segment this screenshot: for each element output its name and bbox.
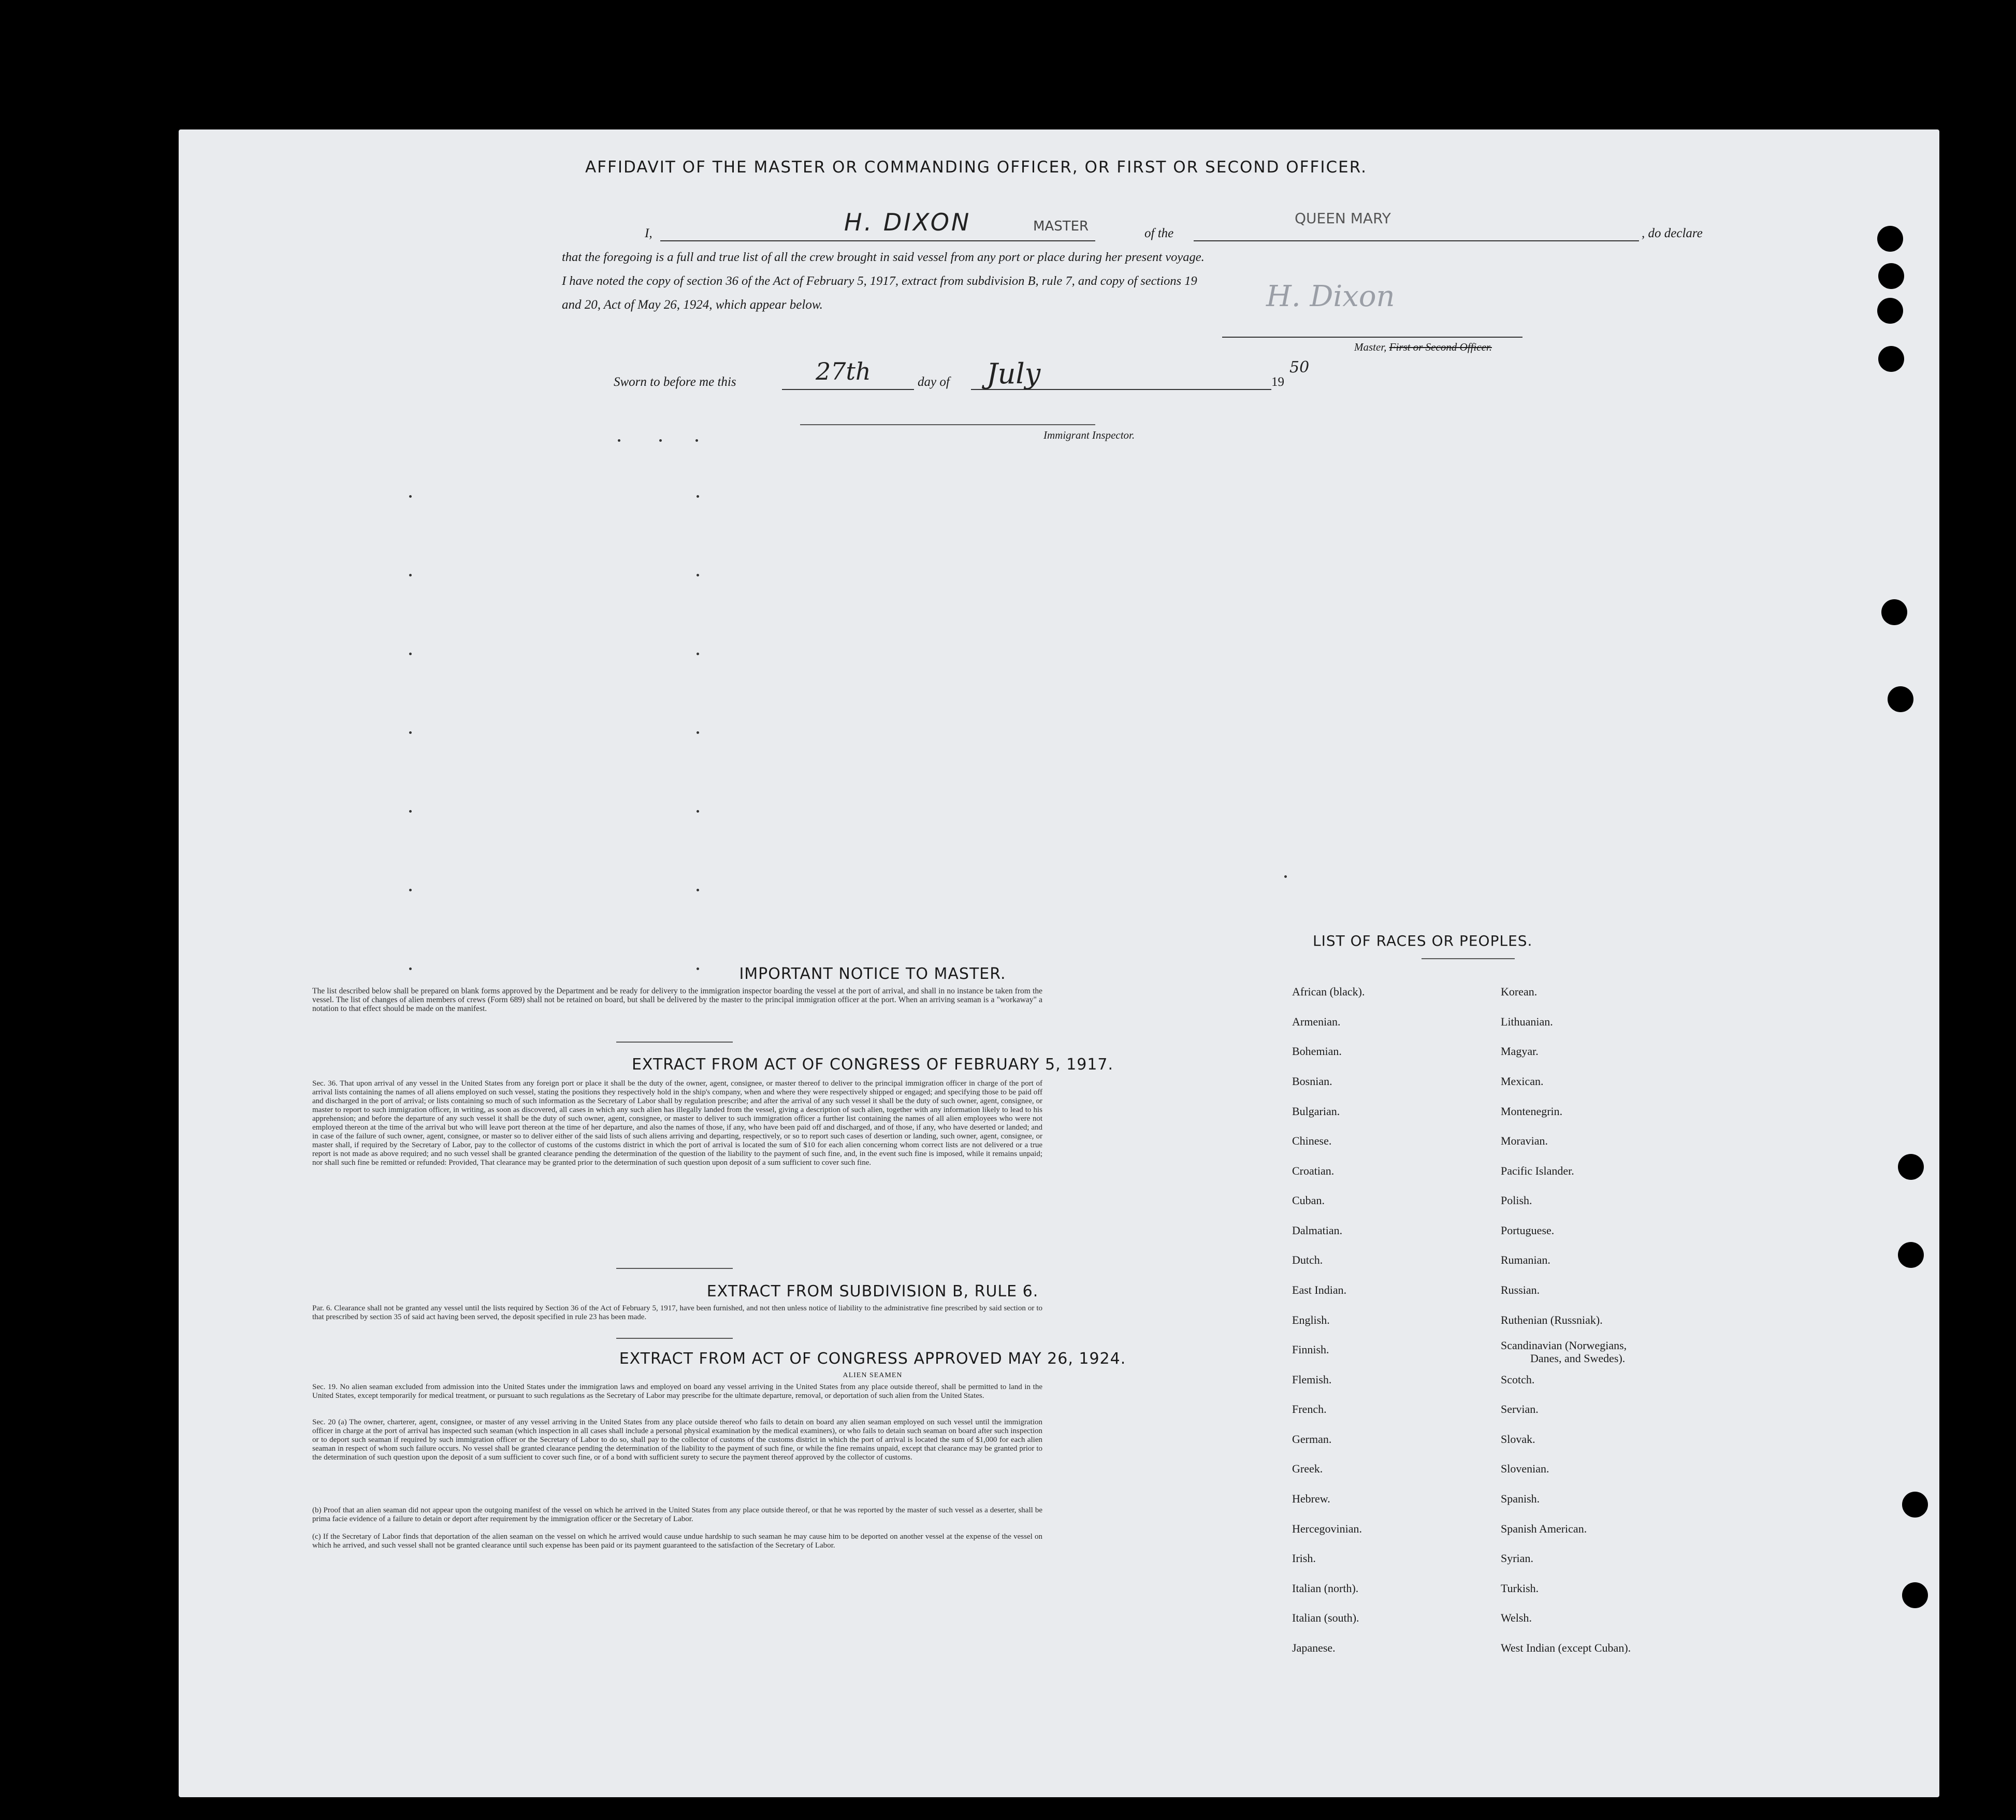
master-signature: H. Dixon [1266,280,1395,313]
race-left-7: Cuban. [1292,1194,1325,1207]
punch-hole [1898,1242,1924,1268]
punch-hole [1877,298,1903,324]
race-right-10: Russian. [1501,1283,1540,1296]
race-right-20: Turkish. [1501,1582,1539,1595]
race-left-8: Dalmatian. [1292,1224,1343,1237]
race-right-7: Polish. [1501,1194,1532,1207]
race-left-1: Armenian. [1292,1015,1341,1028]
punch-hole [1881,599,1907,625]
inspector-signature-line [800,424,1095,425]
notice-title: IMPORTANT NOTICE TO MASTER. [739,965,1006,983]
race-left-4: Bulgarian. [1292,1105,1340,1118]
race-right-12-cont: Danes, and Swedes). [1530,1352,1626,1365]
race-left-12: Finnish. [1292,1343,1329,1356]
race-right-0: Korean. [1501,985,1538,998]
extract-1924-sec20c: (c) If the Secretary of Labor finds that deportation of the alien seaman on the vessel on which he arrived would cause undue hardship to such seaman he may cause him to be deported on another vessel at the expense of the vessel on which he arrived, and such vessel shall not be granted clearance until such expense has been paid or its payment guaranteed to the satisfaction of the Secretary of Labor. [312,1533,1042,1550]
affidavit-title: AFFIDAVIT OF THE MASTER OR COMMANDING OFFICER, OR FIRST OR SECOND OFFICER. [585,158,1368,177]
sworn-month-handwritten: July [987,357,1041,390]
race-right-3: Mexican. [1501,1075,1544,1088]
race-right-2: Magyar. [1501,1045,1539,1058]
punch-hole [1877,226,1903,252]
race-right-14: Servian. [1501,1403,1539,1415]
race-right-22: West Indian (except Cuban). [1501,1641,1631,1654]
race-left-3: Bosnian. [1292,1075,1332,1088]
extract-1924-sec20b: (b) Proof that an alien seaman did not appear upon the outgoing manifest of the vessel on which he arrived in the United States from any place outside thereof, or that he was reported by the master of such vessel as a deserter, shall be prima facie evidence of a failure to detain or deport after requirement by the immigration officer or the Secretary of Labor. [312,1506,1042,1523]
rank-stamp: MASTER [1033,219,1089,234]
punch-hole [1878,346,1904,372]
affidavit-i-label: I, [645,226,652,240]
race-right-16: Slovenian. [1501,1462,1549,1475]
race-left-22: Japanese. [1292,1641,1336,1654]
master-name-handwritten: H. DIXON [844,208,971,236]
race-right-13: Scotch. [1501,1373,1535,1386]
race-left-20: Italian (north). [1292,1582,1359,1595]
extract-1924-subtitle: ALIEN SEAMEN [843,1371,903,1379]
race-right-21: Welsh. [1501,1611,1532,1624]
sworn-year-prefix: 19 [1271,375,1284,389]
extract-1924-sec19: Sec. 19. No alien seaman excluded from admission into the United States under the immigration laws and employed on board any vessel arriving in the United States from any place outside thereof, shall be permitted to land in the United States, except temporarily for medical treatment, or pursuant to such regulations as the Secretary of Labor may prescribe for the ultimate departure, removal, or deportation of such alien from the United States. [312,1383,1042,1400]
race-right-17: Spanish. [1501,1492,1540,1505]
race-left-11: English. [1292,1313,1330,1326]
extract-1924-sec20a: Sec. 20 (a) The owner, charterer, agent, consignee, or master of any vessel arriving in the United States from any place outside thereof who fails to detain on board any alien seaman employed on such vessel until the immigration officer in charge at the port of arrival has inspected such seaman (which inspection in all cases shall include a personal physical examination by the medical examiners), or who fails to detain such seaman on board after such inspection or to deport such seaman if required by such immigration officer or the Secretary of Labor to do so, shall pay to the collector of customs of the customs district in which the port of arrival is located the sum of $1,000 for each alien seaman in respect of whom such failure occurs. No vessel shall be granted clearance pending the determination of the liability to the payment of such fine, or while the fine remains unpaid, except that clearance may be granted prior to the determination of such question upon the deposit of a sum sufficient to cover such fine, or of a bond with sufficient surety to secure the payment thereof approved by the collector of customs. [312,1418,1042,1462]
signer-role [1354,341,1492,354]
race-right-9: Rumanian. [1501,1253,1550,1266]
race-left-6: Croatian. [1292,1164,1335,1177]
race-left-9: Dutch. [1292,1253,1323,1266]
race-right-15: Slovak. [1501,1433,1535,1446]
race-left-10: East Indian. [1292,1283,1347,1296]
signer-role-master: Master, [1354,341,1389,353]
race-right-6: Pacific Islander. [1501,1164,1574,1177]
signer-role-struck: First or Second Officer. [1389,341,1492,353]
sworn-day-of: day of [918,375,950,389]
race-left-21: Italian (south). [1292,1611,1359,1624]
vessel-name-line [1194,240,1639,241]
race-left-19: Irish. [1292,1552,1316,1565]
punch-hole [1898,1154,1924,1180]
divider [616,1042,733,1043]
inspector-label: Immigrant Inspector. [1043,429,1135,441]
race-left-14: French. [1292,1403,1327,1415]
notice-text: The list described below shall be prepared on blank forms approved by the Department and be ready for delivery to the immigration inspector boarding the vessel at the port of arrival, and shall in no instance be taken from the vessel. The list of changes of alien members of crews (Form 689) shall not be retained on board, but shall be delivered by the master to the principal immigration officer at the port. When an arriving seaman is a "workaway" a notation to that effect should be made on the manifest. [312,987,1042,1013]
race-right-19: Syrian. [1501,1552,1533,1565]
race-right-18: Spanish American. [1501,1522,1587,1535]
punch-hole [1902,1492,1928,1518]
race-left-17: Hebrew. [1292,1492,1330,1505]
race-left-18: Hercegovinian. [1292,1522,1362,1535]
punch-hole [1878,263,1904,289]
sworn-year-handwritten: 50 [1289,358,1310,377]
divider [616,1338,733,1339]
divider [616,1268,733,1269]
race-left-15: German. [1292,1433,1332,1446]
affidavit-line-2: that the foregoing is a full and true list of all the crew brought in said vessel from any port or place during her present voyage. [562,250,1205,264]
sworn-day-line [782,389,914,390]
race-right-12: Scandinavian (Norwegians, [1501,1339,1627,1352]
signature-line [1222,337,1522,338]
race-right-11: Ruthenian (Russniak). [1501,1313,1603,1326]
extract-1924-title: EXTRACT FROM ACT OF CONGRESS APPROVED MAY 26, 1924. [619,1350,1126,1368]
race-right-8: Portuguese. [1501,1224,1555,1237]
race-right-4: Montenegrin. [1501,1105,1563,1118]
rule-6-text: Par. 6. Clearance shall not be granted any vessel until the lists required by Section 36 of the Act of February 5, 1917, have been furnished, and not then unless notice of liability to the administrative fine prescribed by said section or to that prescribed by section 35 of said act having been served, the deposit specified in rule 23 has been made. [312,1304,1042,1321]
sworn-prefix: Sworn to before me this [614,375,736,389]
race-right-5: Moravian. [1501,1134,1548,1147]
affidavit-line-3: I have noted the copy of section 36 of the Act of February 5, 1917, extract from subdivision B, rule 7, and copy of sections 19 [562,274,1197,288]
document-page [179,129,1939,1797]
extract-1917-text: Sec. 36. That upon arrival of any vessel in the United States from any foreign port or place it shall be the duty of the owner, agent, consignee, or master thereof to deliver to the principal immigration officer in charge of the port of arrival lists containing the names of all aliens employed on such vessel, stating the positions they respectively hold in the ship's company, when and where they were respectively shipped or engaged; and specifying those to be paid off and discharged in the port of arrival; or lists containing so much of such information as the Secretary of Labor shall by regulation prescribe; and after the arrival of any such vessel it shall be the duty of such owner, agent, consignee, or master to report to such immigration officer, in writing, as soon as discovered, all cases in which any such alien has illegally landed from the vessel, giving a description of such alien, together with any information likely to lead to his apprehension; and before the departure of any such vessel it shall be the duty of such owner, agent, consignee, or master to deliver to such immigration officer a further list containing the names of all alien employees who were not employed thereon at the time of the arrival but who will leave port thereon at the time of her departure, and also the names of those, if any, who have been paid off and discharged, and of those, if any, who have deserted or landed; and in case of the failure of such owner, agent, consignee, or master so to deliver either of the said lists of such aliens arriving and departing, respectively, or so to report such cases of desertion or landing, such owner, agent, consignee, or master shall, if required by the Secretary of Labor, pay to the collector of customs of the customs district in which the port of arrival is located the sum of $10 for each alien concerning whom correct lists are not delivered or a true report is not made as above required; and no such vessel shall be granted clearance pending the determination of the question of the liability to the payment of such fine, and, in the event such fine is imposed, while it remains unpaid; nor shall such fine be remitted or refunded: Provided, That clearance may be granted prior to the determination of such question upon deposit of a sum sufficient to cover such fine. [312,1079,1042,1167]
punch-hole [1902,1582,1928,1608]
races-title: LIST OF RACES OR PEOPLES. [1313,932,1533,949]
race-left-0: African (black). [1292,985,1365,998]
race-left-16: Greek. [1292,1462,1323,1475]
race-right-1: Lithuanian. [1501,1015,1553,1028]
master-name-line [660,240,1095,241]
sworn-day-handwritten: 27th [816,357,871,385]
race-left-2: Bohemian. [1292,1045,1342,1058]
vessel-name-stamp: QUEEN MARY [1295,210,1391,227]
race-left-13: Flemish. [1292,1373,1332,1386]
affidavit-line-4: and 20, Act of May 26, 1924, which appear below. [562,298,823,312]
race-left-5: Chinese. [1292,1134,1332,1147]
affidavit-do-declare: , do declare [1642,226,1703,240]
punch-hole [1888,686,1913,712]
divider [1422,958,1515,959]
rule-6-title: EXTRACT FROM SUBDIVISION B, RULE 6. [706,1282,1039,1301]
extract-1917-title: EXTRACT FROM ACT OF CONGRESS OF FEBRUARY 5, 1917. [631,1056,1114,1074]
affidavit-of-the: of the [1144,226,1174,240]
